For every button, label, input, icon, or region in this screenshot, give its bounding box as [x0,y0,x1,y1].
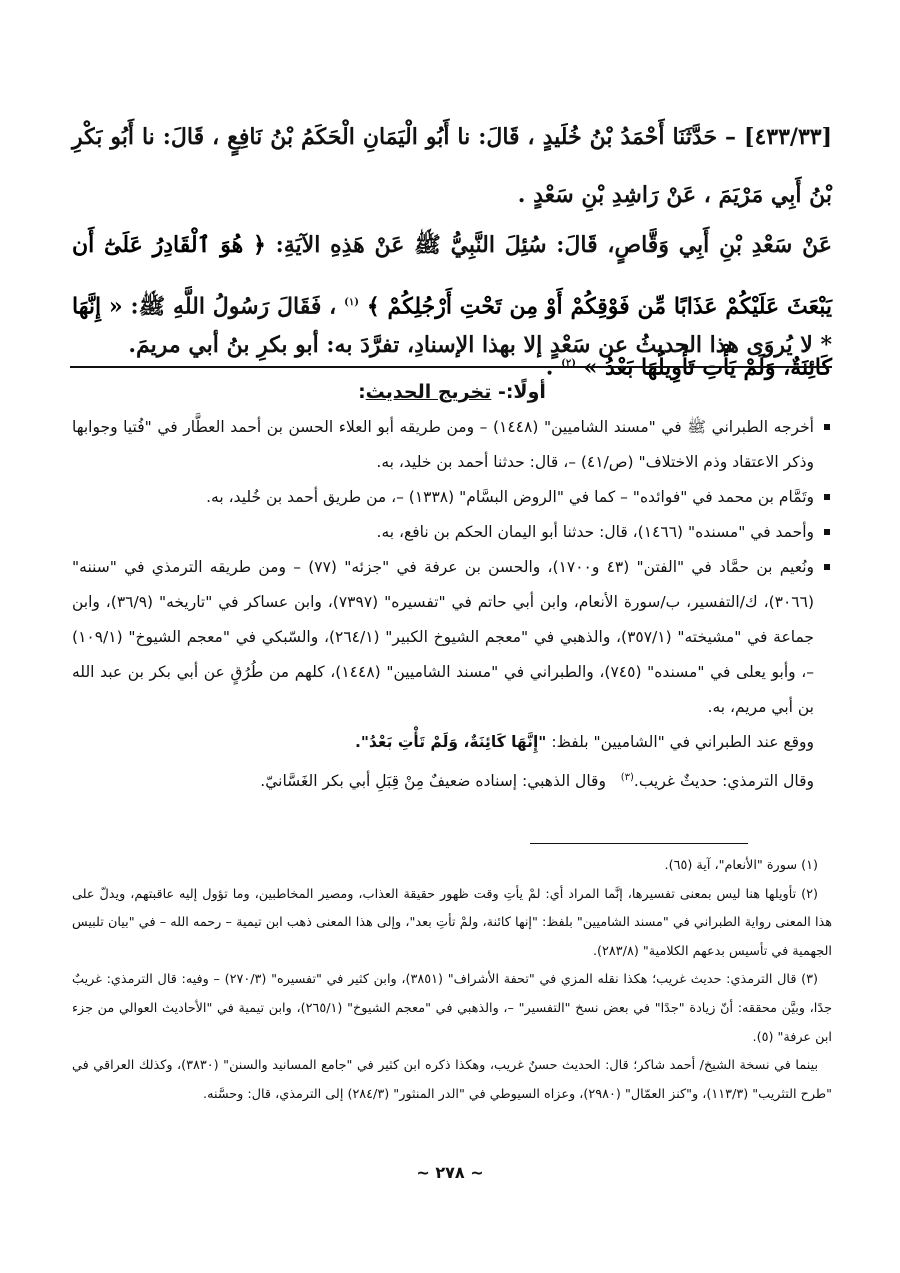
takhrij-item: أخرجه الطبراني ﷺ في "مسند الشاميين" (١٤٤٨) – ومن طريقه أبو العلاء الحسن بن أحمد العطَّار في "فُتيا وجوابها وذكر الاعتقاد وذم الاختلاف" (ص/٤١) –، قال: حدثنا أحمد بن خليد، به. [72,410,832,480]
page-number: ~ ٢٧٨ ~ [416,1163,484,1182]
footnote-marker-2[interactable]: (٢) [561,358,576,370]
isnad-text: [٤٣٣/٣٣] – حَدَّثَنَا أَحْمَدُ بْنُ خُلَيدٍ ، قَالَ: نا أَبُو الْيَمَانِ الْحَكَمُ بْنُ نَافِعٍ ، قَالَ: نا أَبُو بَكْرِ بْنُ أَبِي مَرْيَمَ ، عَنْ رَاشِدِ بْنِ سَعْدٍ . [72,124,832,208]
hadith-isnad [72,108,832,224]
footnote-marker-1[interactable]: (١) [344,297,359,308]
takhrij-item: ونُعيم بن حمَّاد في "الفتن" (٤٣ و١٧٠٠)، والحسن بن عرفة في "جزئه" (٧٧) – ومن طريقه الترمذي في "سننه" (٣٠٦٦)، ك/التفسير، ب/سورة الأنعام، وابن أبي حاتم في "تفسيره" (٧٣٩٧)، وابن عساكر في "تاريخه" (٣٦/٩)، وابن جماعة في "مشيخته" (٣٥٧/١)، والذهبي في "معجم الشيوخ الكبير" (٢٦٤/١)، والسّبكي في "معجم الشيوخ" (١٠٩/١) –، وأبو يعلى في "مسنده" (٧٤٥)، والطبراني في "مسند الشاميين" (١٤٤٨)، كلهم من طُرُقٍ عن أبي بكر بن عبد الله بن أبي مريم، به. [72,550,832,725]
wording-prefix: ووقع عند الطبراني في "الشاميين" بلفظ: [551,733,814,751]
grading-dhahabi: وقال الذهبي: إسناده ضعيفٌ مِنْ قِبَلِ أبي بكر الغَسَّانيّ. [260,772,606,791]
footnote-1: (١) سورة "الأنعام"، آية (٦٥). [664,858,818,873]
takhrij-item: وتَمَّام بن محمد في "فوائده" – كما في "الروض البسَّام" (١٣٣٨) –، من طريق أحمد بن خُليد، به. [72,480,832,515]
section-heading-suffix: : [358,381,366,403]
footnote-3: (٣) قال الترمذي: حديث غريب؛ هكذا نقله المزي في "تحفة الأشراف" (٣٨٥١)، وابن كثير في "تفسيره" (٢٧٠/٣) – وفيه: قال الترمذي: غريبٌ جدًا، وبيَّن محققه: أنّ زيادة "جدًا" في بعض نسخ "التفسير" –، والذهبي في "معجم الشيوخ" (٢٦٥/١)، وابن تيمية في "الأحاديث العوالي من جزء ابن عرفة" (٥). [72,972,832,1045]
section-divider [70,366,832,368]
takhrij-wording [72,725,832,760]
section-heading-title: تخريج الحديث [365,381,492,403]
wording-quote: "إِنَّهَا كَائِنَةٌ، وَلَمْ تَأْتِ بَعْدُ". [354,733,547,751]
footnote-3-continued: بينما في نسخة الشيخ/ أحمد شاكر؛ قال: الحديث حسنٌ غريب، وهكذا ذكره ابن كثير في "جامع المسانيد والسنن" (٣٨٣٠)، وكذلك العراقي في "طرح التثريب" (١١٣/٣)، و"كنز العمّال" (٢٩٨٠)، وعزاه السيوطي في "الدر المنثور" (٢٨٤/٣) إلى الترمذي، قال: وحسَّنه. [72,1058,832,1102]
section-heading [72,376,832,408]
takhrij-body [72,410,832,799]
grading-tirmidhi: وقال الترمذي: حديثٌ غريب. [633,772,814,791]
prophetic-quote: « إِنَّهَا كَائِنَةٌ، وَلَمْ يَأْتِ تَأْوِيلُهَا بَعْدُ » [72,293,832,381]
takhrij-item: وأحمد في "مسنده" (١٤٦٦)، قال: حدثنا أبو اليمان الحكم بن نافع، به. [72,515,832,550]
matn-middle: ، فَقَالَ رَسُولُ اللَّهِ ﷺ: [130,293,337,320]
footnote-divider [530,843,748,844]
footnote-2: (٢) تأويلها هنا ليس بمعنى تفسيرها، إنَّما المراد أي: لمْ يأتِ وقت ظهور حقيقة العذاب، ومصير المخاطبين، وما تؤول إليه عاقبتهم، ويدلّ على هذا المعنى رواية الطبراني في "مسند الشاميين" بلفظ: "إنها كائنة، ولمْ تأتِ بعد"، وإلى هذا المعنى ذهب ابن تيمية – رحمه الله – في "بيان تلبيس الجهمية في تأسيس بدعهم الكلامية" (٢٨٣/٨). [72,886,832,959]
quran-verse: ﴿ هُوَ ٱلْقَادِرُ عَلَىٰٓ أَن يَبْعَثَ عَلَيْكُمْ عَذَابًا مِّن فَوْقِكُمْ أَوْ مِن تَحْتِ أَرْجُلِكُمْ ﴾ [72,232,832,320]
takhrij-grading [72,760,832,799]
section-heading-prefix: أولًا:- [497,381,546,403]
matn-prefix: عَنْ سَعْدِ بْنِ أَبِي وَقَّاصٍ، قَالَ: سُئِلَ النَّبِيُّ ﷺ عَنْ هَذِهِ الآيَةِ: [275,232,832,258]
matn-end: . [545,354,554,381]
footnote-marker-3[interactable]: (٣) [620,772,634,783]
note-text: * لا يُروَى هذا الحديثُ عن سَعْدٍ إلا بهذا الإسنادِ، تفرَّدَ به: أبو بكرِ بنُ أبي مريمَ. [128,332,832,358]
footnotes [72,852,832,1109]
